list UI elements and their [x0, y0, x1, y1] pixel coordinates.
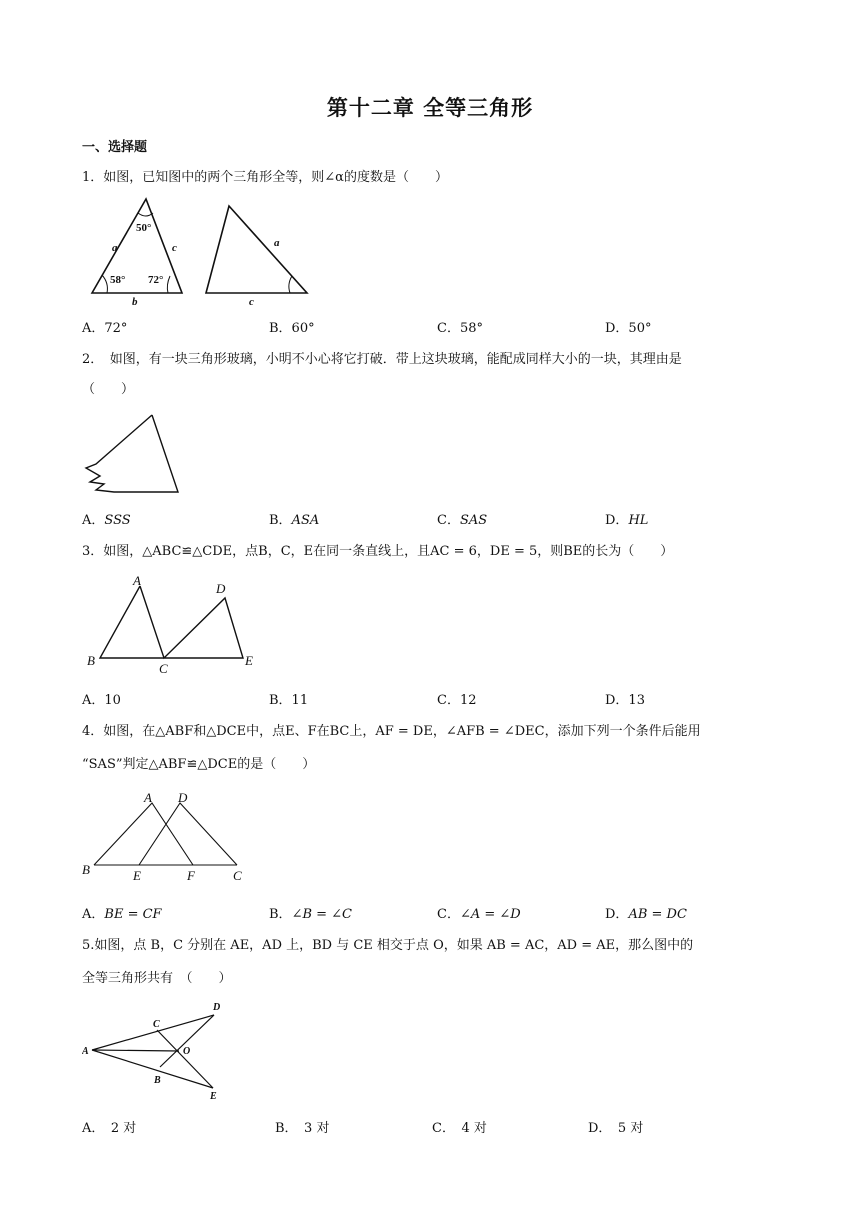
- question-2-stem-line2: （ ）: [82, 382, 135, 397]
- label-D: D: [213, 1002, 221, 1013]
- label-A: A: [82, 1046, 89, 1057]
- question-5-stem-line2: 全等三角形共有 （ ）: [82, 971, 232, 986]
- question-4-stem-line2: “SAS”判定△ABF≌△DCE的是（ ）: [82, 757, 316, 772]
- q5-option-d[interactable]: D． 5 对: [588, 1121, 644, 1136]
- label-B: B: [82, 862, 90, 877]
- label-A: A: [133, 573, 141, 588]
- question-2-stem-line1: 2． 如图，有一块三角形玻璃，小明不小心将它打破．带上这块玻璃，能配成同样大小的一块，其理由是: [82, 352, 682, 367]
- label-left-angle: 58°: [110, 274, 126, 286]
- question-4-figure: [82, 786, 257, 886]
- label-B: B: [87, 653, 95, 668]
- label-B: B: [154, 1075, 161, 1086]
- label-E: E: [245, 653, 253, 668]
- question-5-figure: [82, 998, 232, 1103]
- question-5-stem-line1: 5.如图，点 B，C 分别在 AE，AD 上，BD 与 CE 相交于点 O，如果 AB = AC，AD = AE，那么图中的: [82, 938, 694, 953]
- page-title: 第十二章 全等三角形: [326, 96, 534, 120]
- label-E: E: [133, 868, 141, 883]
- q2-option-d[interactable]: D．HL: [605, 513, 649, 528]
- q4-option-a[interactable]: A．BE = CF: [82, 907, 162, 922]
- q3-option-c[interactable]: C．12: [437, 693, 477, 708]
- q5-option-a[interactable]: A． 2 对: [82, 1121, 137, 1136]
- q1-option-c[interactable]: C．58°: [437, 321, 483, 336]
- label-E: E: [210, 1091, 217, 1102]
- label-F: F: [187, 868, 195, 883]
- q1-option-a[interactable]: A．72°: [82, 321, 128, 336]
- q4-option-c[interactable]: C．∠A = ∠D: [437, 907, 521, 922]
- q4-option-b[interactable]: B．∠B = ∠C: [269, 907, 353, 922]
- label-side-b: b: [132, 296, 138, 306]
- label-A: A: [144, 790, 152, 805]
- question-4-stem-line1: 4．如图，在△ABF和△DCE中，点E、F在BC上，AF = DE，∠AFB = ∠DEC，添加下列一个条件后能用: [82, 724, 701, 739]
- q4-option-d[interactable]: D．AB = DC: [605, 907, 687, 922]
- label-side-c: c: [172, 242, 177, 254]
- q1-option-b[interactable]: B．60°: [269, 321, 315, 336]
- label-side-a2: a: [274, 237, 280, 249]
- q2-option-a[interactable]: A．SSS: [82, 513, 131, 528]
- q3-option-b[interactable]: B．11: [269, 693, 309, 708]
- q3-option-d[interactable]: D．13: [605, 693, 645, 708]
- q3-option-a[interactable]: A．10: [82, 693, 121, 708]
- label-top-angle: 50°: [136, 222, 152, 234]
- question-3-stem: 3．如图，△ABC≌△CDE，点B，C，E在同一条直线上，且AC = 6，DE = 5，则BE的长为（ ）: [82, 544, 674, 559]
- label-O: O: [183, 1046, 191, 1057]
- label-C: C: [153, 1019, 160, 1030]
- question-2-figure: [82, 410, 192, 500]
- broken-glass-shape: [86, 415, 178, 492]
- question-1-stem: 1．如图，已知图中的两个三角形全等，则∠α的度数是（ ）: [82, 170, 448, 185]
- q5-option-b[interactable]: B． 3 对: [275, 1121, 330, 1136]
- label-D: D: [216, 581, 226, 596]
- q2-option-b[interactable]: B．ASA: [269, 513, 320, 528]
- label-D: D: [178, 790, 188, 805]
- label-side-a: a: [112, 242, 118, 254]
- question-3-figure: [82, 570, 272, 678]
- q5-option-c[interactable]: C． 4 对: [432, 1121, 487, 1136]
- section-heading: 一、选择题: [82, 140, 148, 155]
- triangle-2: [206, 206, 307, 293]
- label-side-c2: c: [249, 296, 254, 306]
- label-C: C: [233, 868, 242, 883]
- label-C: C: [159, 661, 168, 676]
- q1-option-d[interactable]: D．50°: [605, 321, 652, 336]
- question-1-figure: [82, 194, 322, 306]
- q2-option-c[interactable]: C．SAS: [437, 513, 488, 528]
- label-right-angle: 72°: [148, 274, 164, 286]
